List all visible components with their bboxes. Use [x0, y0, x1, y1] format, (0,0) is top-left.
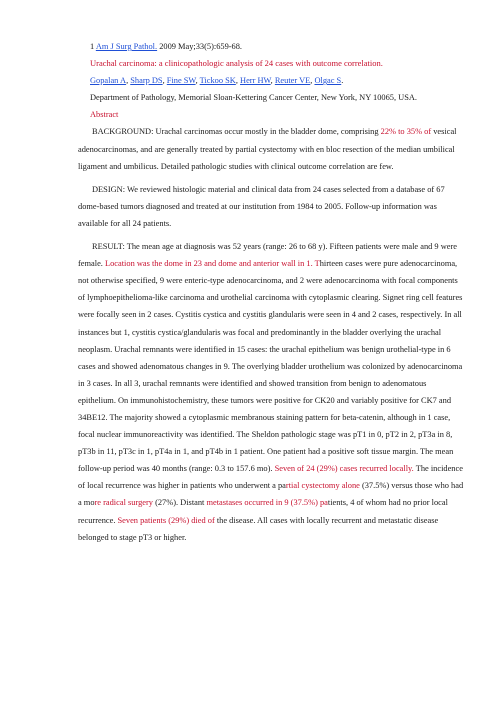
results-paragraph: [78, 238, 464, 546]
citation-details: 2009 May;33(5):659-68.: [159, 42, 243, 51]
background-text: Urachal carcinomas occur mostly in the bladder dome, comprising: [155, 127, 381, 137]
author-list: Gopalan A, Sharp DS, Fine SW, Tickoo SK, Herr HW, Reuter VE, Olgac S.: [90, 76, 344, 86]
author-link[interactable]: Olgac S: [314, 76, 342, 86]
author-link[interactable]: Fine SW: [166, 76, 196, 86]
results-text: hirteen cases were pure adenocarcinoma, not otherwise specified, 9 were enteric-type adenocarcinoma, and 2 were adenocarcinoma with focal components of lymphoepithelioma-like carcinoma and urothelial carcinoma with cytoplasmic clearing. Signet ring cell features were focally seen in 2 cases. Cystitis cystica and cystitis glandularis were seen in 4 and 2 cases, respectively. In all instances but 1, cystitis cystica/glandularis was focal and predominantly in the bladder overlying the urachal neoplasm. Urachal remnants were identified in 15 cases: the urachal epithelium was benign urothelial-type in 6 cases and showed adenomatous changes in 9. The overlying bladder urothelium was colonized by adenocarcinoma in 3 cases. In all 3, urachal remnants were identified and showed transition from benign to adenomatous epithelium. On immunohistochemistry, these tumors were positive for CK20 and variably positive for CK7 and 34BE12. The majority showed a cytoplasmic membranous staining pattern for beta-catenin, although in 1 case, focal nuclear immunoreactivity was identified. The Sheldon pathologic stage was pT1 in 0, pT2 in 2, pT3a in 8, pT3b in 11, pT3c in 1, pT4a in 1, and pT4b in 1 patient. One patient had a positive soft tissue margin. The mean follow-up period was 40 months (range: 0.3 to 157.6 mo).: [78, 259, 463, 474]
highlight-text: rtial cystectomy alone: [285, 481, 360, 491]
results-text: The incidence of local recurrence was higher in patients who underwent a pa: [78, 464, 463, 491]
article-title: Urachal carcinoma: a clinicopathologic analysis of 24 cases with outcome correlation.: [90, 58, 383, 69]
citation-line: [90, 38, 464, 55]
highlight-text: Seven patients (29%) died of: [117, 515, 215, 525]
results-text: (27%). Distant: [152, 498, 207, 508]
background-text: vesical adenocarcinomas, and are generally treated by partial cystectomy with en bloc resection of the median umbilical ligament and umbilicus. Detailed pathologic studies with clinical outcome correlation are few.: [78, 127, 457, 171]
highlight-text: re radical surgery: [94, 498, 153, 508]
author-link[interactable]: Gopalan A: [90, 76, 127, 86]
background-label: BACKGROUND:: [92, 127, 154, 137]
highlight-text: 22% to 35% of: [380, 127, 432, 137]
results-text: the disease. All cases with locally recurrent and metastatic disease belonged to stage pT3 or higher.: [78, 515, 439, 542]
design-text: We reviewed histologic material and clinical data from 24 cases selected from a database of 67 dome-based tumors diagnosed and treated at our institution from 1984 to 2005. Follow-up information was available for all 24 patients.: [78, 184, 445, 228]
citation-number: 1: [90, 42, 95, 51]
author-link[interactable]: Sharp DS: [130, 76, 163, 86]
journal-link[interactable]: Am J Surg Pathol.: [95, 42, 158, 51]
results-text: The mean age at diagnosis was 52 years (range: 26 to 68 y). Fifteen patients were male and 9 were female.: [78, 242, 457, 269]
author-link[interactable]: Reuter VE: [274, 76, 311, 86]
affiliation: Department of Pathology, Memorial Sloan-Kettering Cancer Center, New York, NY 10065, USA.: [90, 93, 418, 103]
results-text: tients, 4 of whom had no prior local recurrence.: [78, 498, 448, 525]
background-paragraph: [78, 123, 464, 174]
design-paragraph: [78, 181, 464, 232]
abstract-heading: Abstract: [90, 110, 119, 120]
author-link[interactable]: Herr HW: [240, 76, 271, 86]
results-label: RESULT:: [92, 242, 125, 252]
design-label: DESIGN:: [92, 184, 126, 194]
author-link[interactable]: Tickoo SK: [199, 76, 236, 86]
results-text: (37.5%) versus those who had a mo: [78, 481, 464, 508]
highlight-text: Seven of 24 (29%) cases recurred locally.: [274, 464, 414, 474]
highlight-text: Location was the dome in 23 and dome and anterior wall in 1. T: [104, 259, 320, 269]
highlight-text: metastases occurred in 9 (37.5%) pa: [206, 498, 328, 508]
